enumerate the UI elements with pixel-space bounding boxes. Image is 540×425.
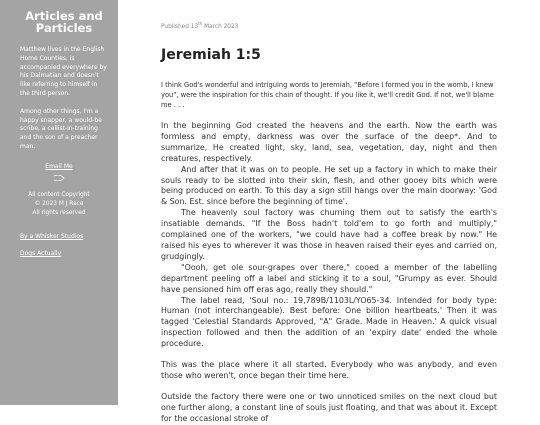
post-body	[161, 121, 497, 425]
post-intro: I think God's wonderful and intriguing words to Jeremiah, "Before I formed you in the womb, I knew you", were the inspiration for this chain of thought. If you like it, we'll credit God. If not, we'll blame me . . .	[161, 81, 494, 109]
ichthys-fish-icon	[10, 172, 108, 181]
body-paragraph: The heavenly soul factory was churning them out to satisfy the earth's insatiable demands. "If the Boss hadn't told'em to go forth and multiply," complained one of the workers, "we could have had a coffee break by now." He raised his eyes to wherever it was those in heaven raised their eyes and carried on, grudgingly.	[161, 208, 497, 261]
author-bio-continued: Among other things, I'm a happy snapper, a would-be scribe, a cellist-in-training and the son of a preacher man.	[20, 107, 102, 150]
author-bio: Matthew lives in the English Home Counties, is accompanied everywhere by his Dalmatian and doesn't like referring to himself in the third person.	[20, 46, 107, 97]
body-paragraph: This was the place where it all started. Everybody who was anybody, and even those who weren't, once began their time here.	[161, 360, 497, 380]
body-paragraph: And after that it was on to people. He set up a factory in which to make their souls ready to be slotted into their skin, flesh, and other gooey bits which were being produced on earth. To this day a sign still hangs over the main doorway: 'God & Son. Est. since before the beginning of time'.	[161, 164, 497, 207]
sidebar	[0, 0, 118, 405]
dogs-actually-link[interactable]: Dogs Actually	[20, 249, 62, 257]
by-a-whisker-studios-link[interactable]: By a Whisker Studios	[20, 232, 84, 240]
rights-line: All rights reserved	[32, 209, 86, 216]
post-title: Jeremiah 1:5	[161, 47, 261, 63]
body-paragraph: "Oooh, get ole sour-grapes over there," cooed a member of the labelling department peeling off a label and sticking it to a soul, "Grumpy as ever. Should have pensioned him off eras ago, really they should."	[161, 262, 497, 294]
published-suffix: March 2023	[202, 23, 239, 30]
published-prefix: Published 13	[161, 23, 199, 30]
email-me-link[interactable]: Email Me	[45, 162, 73, 170]
body-paragraph: The label read, 'Soul no.: 19,789B/1103L/YO65-34. Intended for body type: Human (not interchangeable). Best before: One billion heartbeats.' Then it was tagged 'Celestial Standards Approved, "A" Grade. Made in Heaven.' A quick visual inspection followed and then the addition of an 'expiry date' ended the whole procedure.	[161, 295, 497, 349]
copyright-line: © 2023 M J Race	[34, 200, 84, 207]
main-content	[161, 0, 497, 423]
body-paragraph: In the beginning God created the heavens and the earth. Now the earth was formless and empty, darkness was over the surface of the deep*. And to summarize, He created light, sky, land, sea, vegetation, day, night and then creatures, respectively.	[161, 121, 497, 163]
site-title[interactable]: Articles and Particles	[25, 9, 103, 35]
published-ordinal: th	[198, 21, 203, 26]
copyright-line: All content Copyright	[28, 191, 90, 198]
published-date	[161, 21, 238, 30]
body-paragraph: Outside the factory there were one or two unnoticed smiles on the next cloud but one further along, a constant line of souls just floating, and that was about it. Except for the occasional stroke of	[161, 391, 497, 423]
